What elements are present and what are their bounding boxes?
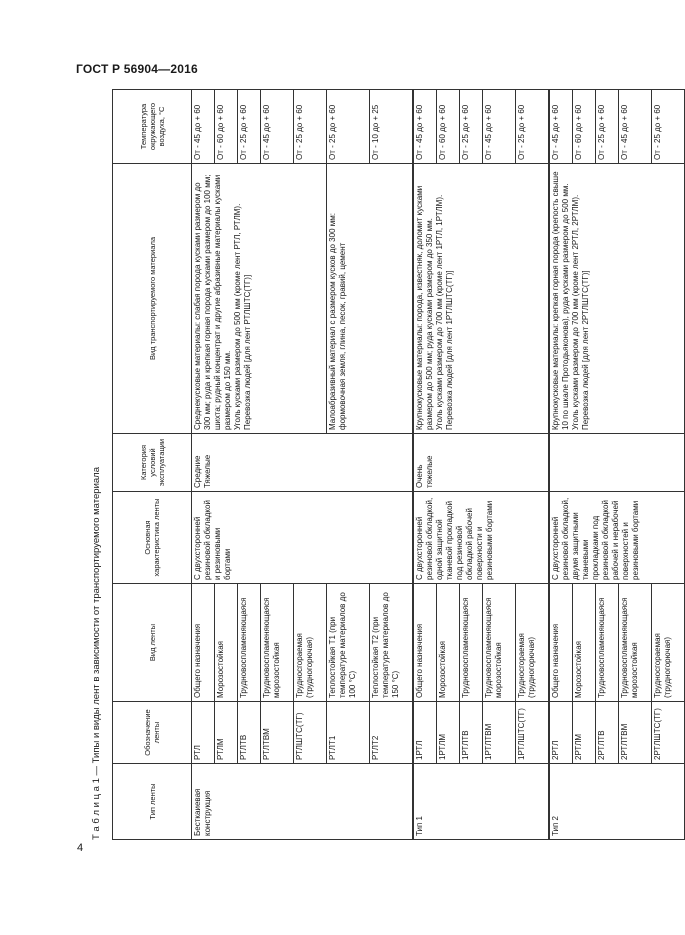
kind-cell: Общего назначения <box>413 584 437 702</box>
characteristic-cell: С двухсторонней резиновой обкладкой, двумя защитными тканевыми прокладками под резиновой обкладкой рабочей и нерабочей поверхностей и резиновыми бортами <box>549 492 685 584</box>
code-cell: 1РТЛМ <box>437 702 460 764</box>
document-header: ГОСТ Р 56904—2016 <box>76 62 198 76</box>
temp-cell: От - 10 до + 25 <box>370 90 414 164</box>
table-header-row <box>113 90 192 840</box>
type-cell: Тип 1 <box>413 764 549 840</box>
type-cell: Бесткаиевая конструкция <box>192 764 414 840</box>
code-cell: РТЛМ <box>215 702 238 764</box>
temp-cell: От - 25 до + 60 <box>460 90 483 164</box>
temp-cell: От - 45 до + 60 <box>549 90 573 164</box>
code-cell: РТЛТ2 <box>370 702 414 764</box>
kind-cell: Трудносгораемая (трудногорючая) <box>294 584 327 702</box>
code-cell: 1РТЛ <box>413 702 437 764</box>
kind-cell: Трудновоспламеняющаяся морозостойкая <box>261 584 294 702</box>
temp-cell: От - 45 до + 60 <box>619 90 652 164</box>
material-line: Среднекусковые материалы: слабая порода кусками размером до 300 мм; руда и крепкая горная порода кусками размером до 100 мм; шихта; рудный концентрат и другие абразивные материалы кусками размером до 150 мм. <box>193 174 232 430</box>
kind-cell: Трудновоспламеняющаяся <box>460 584 483 702</box>
material-line: Перевозка людей [для лент 1РТЛШТС(ТГ)] <box>445 270 454 430</box>
temp-cell: От - 45 до + 60 <box>261 90 294 164</box>
code-cell: 2РТЛ <box>549 702 573 764</box>
col-header-characteristic: Основная характеристика ленты <box>113 492 192 584</box>
code-cell: РТЛТВ <box>238 702 261 764</box>
category-cell: Очень тяжелые <box>413 434 549 492</box>
material-line: Уголь кусками размером до 700 мм (кроме лент 2РТЛ, 2РТЛМ). <box>571 194 580 430</box>
kind-cell: Общего назначения <box>549 584 573 702</box>
temp-cell: От - 45 до + 60 <box>192 90 215 164</box>
material-cell <box>192 164 327 434</box>
characteristic-cell: С двухсторонней резиновой обкладкой, одной защитной тканевой прокладкой под резиновой обкладкой рабочей поверхности и резиновыми бортами <box>413 492 549 584</box>
col-header-code: Обозначение ленты <box>113 702 192 764</box>
temp-cell: От - 25 до + 60 <box>652 90 685 164</box>
temp-cell: От - 25 до + 60 <box>596 90 619 164</box>
temp-cell: От - 45 до + 60 <box>483 90 516 164</box>
code-cell: 1РТЛШТС(ТГ) <box>516 702 550 764</box>
code-cell: РТЛТ1 <box>327 702 370 764</box>
temp-cell: От - 25 до + 60 <box>516 90 550 164</box>
material-line: Крупнокусковые материалы: крепкая горная порода (крепость свыше 10 по шкале Протодьяконова), руда кусками размером до 500 мм. <box>551 171 570 430</box>
code-cell: 2РТЛШТС(ТГ) <box>652 702 685 764</box>
material-line: Уголь кусками размером до 500 мм (кроме лент РТЛ, РТЛМ). <box>233 203 242 430</box>
kind-cell: Трудновоспламеняющаяся морозостойкая <box>619 584 652 702</box>
rotated-table-area <box>90 90 672 840</box>
category-cell <box>549 434 685 492</box>
kind-cell: Общего назначения <box>192 584 215 702</box>
material-line: Перевозка людей [для лент 2РТЛШТС(ТГ)] <box>581 270 590 430</box>
code-cell: 2РТЛТВМ <box>619 702 652 764</box>
kind-cell: Трудновоспламеняющаяся <box>238 584 261 702</box>
belt-types-table <box>112 89 685 840</box>
code-cell: РТЛТВМ <box>261 702 294 764</box>
table-row <box>549 90 573 840</box>
col-header-material: Вид транспортируемого материала <box>113 164 192 434</box>
kind-cell: Теплостойкая Т2 (при температуре материалов до 150 °С) <box>370 584 414 702</box>
col-header-category: Категория условий эксплуатации <box>113 434 192 492</box>
kind-cell: Теплостойкая Т1 (при температуре материалов до 100 °С) <box>327 584 370 702</box>
material-cell <box>413 164 549 434</box>
code-cell: 2РТЛМ <box>573 702 596 764</box>
code-cell: 2РТЛТВ <box>596 702 619 764</box>
temp-cell: От - 60 до + 60 <box>215 90 238 164</box>
kind-cell: Трудновоспламеняющаяся <box>596 584 619 702</box>
temp-cell: От - 45 до + 60 <box>413 90 437 164</box>
category-cell: Средние Тяжелые <box>192 434 414 492</box>
kind-cell: Морозостойкая <box>573 584 596 702</box>
page-number: 4 <box>77 842 84 854</box>
col-header-temperature: Температура окружающего воздуха, °С <box>113 90 192 164</box>
temp-cell: От - 25 до + 60 <box>327 90 370 164</box>
temp-cell: От - 25 до + 60 <box>294 90 327 164</box>
code-cell: РТЛШТС(ТГ) <box>294 702 327 764</box>
col-header-type: Тип ленты <box>113 764 192 840</box>
kind-cell: Морозостойкая <box>215 584 238 702</box>
kind-cell: Трудносгораемая (трудногорючая) <box>516 584 550 702</box>
table-row <box>413 90 437 840</box>
material-cell <box>549 164 685 434</box>
temp-cell: От - 60 до + 60 <box>573 90 596 164</box>
material-line: Перевозка людей [для лент РТЛШТС(ТГ)] <box>243 274 252 430</box>
table-row <box>192 90 215 840</box>
temp-cell: От - 60 до + 60 <box>437 90 460 164</box>
material-line: Уголь кусками размером до 700 мм (кроме лент 1РТЛ, 1РТЛМ). <box>435 194 444 430</box>
col-header-kind: Вид ленты <box>113 584 192 702</box>
code-cell: 1РТЛТВМ <box>483 702 516 764</box>
table-caption: Т а б л и ц а 1 — Типы и виды лент в зависимости от транспортируемого материала <box>91 467 102 840</box>
kind-cell: Морозостойкая <box>437 584 460 702</box>
material-line: Крупнокусковые материалы: порода, известняк, доломит кусками размером до 500 мм; руда кусками размером до 350 мм. <box>415 185 434 430</box>
characteristic-cell: С двухсторонней резиновой обкладкой и резиновыми бортами <box>192 492 414 584</box>
material-cell: Малоабразивный материал с размером кусков до 300 мм: формовочная земля, глина, песок, гравий, цемент <box>327 164 414 434</box>
temp-cell: От - 25 до + 60 <box>238 90 261 164</box>
kind-cell: Трудновоспламеняющаяся морозостойкая <box>483 584 516 702</box>
type-cell: Тип 2 <box>549 764 685 840</box>
code-cell: РТЛ <box>192 702 215 764</box>
code-cell: 1РТЛТВ <box>460 702 483 764</box>
kind-cell: Трудносгораемая (трудногорючая) <box>652 584 685 702</box>
